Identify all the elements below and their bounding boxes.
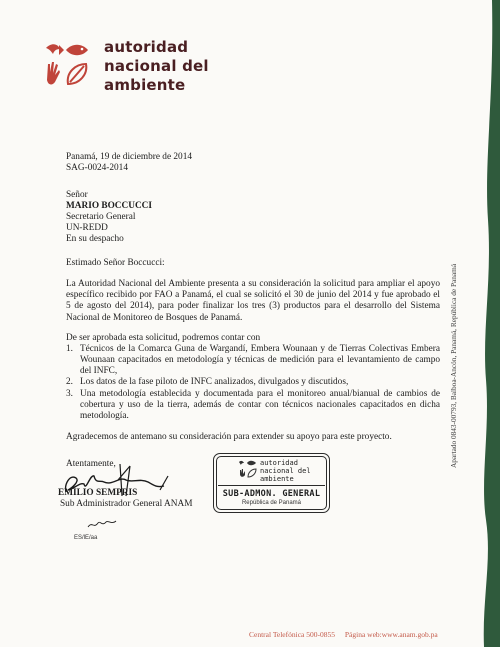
stamp-text-line-1: autoridad [260,459,298,467]
list-item [66,344,440,378]
closing-paragraph: Agradecemos de antemano su consideración para extender su apoyo para este proyecto. [66,432,392,442]
list-item-text: Una metodología establecida y documentada para el monitoreo anual/bianual de cambios de cobertura y uso de la tierra, además de contar con técnicos nacionales capacitados en dicha metodología. [80,389,440,422]
footer-phone: Central Telefónica 500-0855 [249,630,335,639]
anam-logo-wordmark [104,38,209,95]
list-item-number: 2. [66,377,73,387]
recipient-title: Señor [66,190,88,200]
side-address-text: Apartado 0843-00793, Balboa-Ancón, Panamá, República de Panamá [449,263,458,468]
stamp-text-line-2: nacional del [260,467,311,475]
stamp-logo-icon [238,459,258,479]
anam-logo-icon [44,40,100,90]
list-item-text: Técnicos de la Comarca Guna de Wargandí, Embera Wounaan y de Tierras Colectivas Embera Wounaan capacitados en metodología y técnicas de medición para el levantamiento de campo del INFC, [80,344,440,377]
small-scribble-mark [86,517,118,531]
greeting: Estimado Señor Boccucci: [66,258,165,268]
official-stamp [213,453,330,513]
list-item-number: 3. [66,389,73,399]
recipient-position: Secretario General [66,212,136,222]
logo-line-2: nacional del [104,57,209,75]
closing-salutation: Atentamente, [66,459,116,469]
typist-initials: ES/lE/aa [74,535,98,541]
letter-date: Panamá, 19 de diciembre de 2014 [66,152,192,162]
green-edge-decoration [470,0,500,647]
signer-title: Sub Administrador General ANAM [60,499,193,509]
stamp-text-line-3: ambiente [260,475,294,483]
recipient-location: En su despacho [66,234,124,244]
list-item-number: 1. [66,344,73,354]
logo-line-3: ambiente [104,76,186,94]
recipient-name: MARIO BOCCUCCI [66,201,152,211]
stamp-country: República de Panamá [241,500,302,506]
letter-reference: SAG-0024-2014 [66,163,128,173]
list-intro: De ser aprobada esta solicitud, podremos contar con [66,333,261,343]
recipient-org: UN-REDD [66,223,108,233]
footer [249,630,446,639]
logo-line-1: autoridad [104,38,189,56]
signer-name: EMILIO SEMPRIS [58,488,138,498]
stamp-divider [218,485,325,486]
list-item-text: Los datos de la fase piloto de INFC analizados, divulgados y discutidos, [80,377,349,387]
list-item [66,389,440,423]
stamp-office: SUB-ADMON. GENERAL [222,489,321,499]
footer-website: Página web:www.anam.gob.pa [344,630,438,639]
list-item [66,377,440,389]
body-paragraph-1: La Autoridad Nacional del Ambiente presenta a su consideración la solicitud para ampliar el apoyo específico recibido por FAO a Panamá, el cual se solicitó el 30 de junio del 2014 y fue aprobado el 5 de agosto del 2014), para poder finalizar los tres (3) productos para el desarrollo del Sistema Nacional de Monitoreo de Bosques de Panamá. [66,279,440,323]
